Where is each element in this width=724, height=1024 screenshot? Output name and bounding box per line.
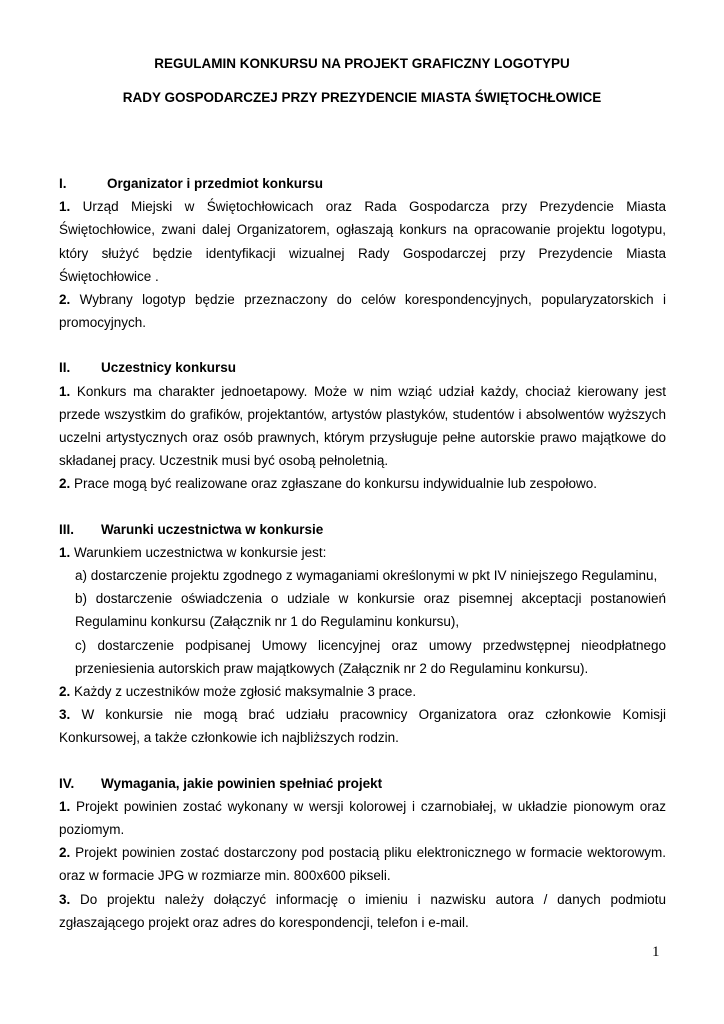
item-text: W konkursie nie mogą brać udziału pracownicy Organizatora oraz członkowie Komisji Konkursowej, a także członkowie ich najbliższych rodzin. — [59, 707, 666, 746]
item-text: Urząd Miejski w Świętochłowicach oraz Rada Gospodarcza przy Prezydencie Miasta Świętochłowice, zwani dalej Organizatorem, ogłaszają konkurs na opracowanie projektu logotypu, który służyć będzie identyfikacji wizualnej Rady Gospodarczej przy Prezydencie Miasta Świętochłowice . — [59, 199, 666, 284]
item-text: Wybrany logotyp będzie przeznaczony do celów korespondencyjnych, popularyzatorskich i promocyjnych. — [59, 292, 666, 331]
item-number: 2. — [59, 845, 71, 861]
item-number: 1. — [59, 544, 71, 560]
document-title-line-1: REGULAMIN KONKURSU NA PROJEKT GRAFICZNY LOGOTYPU — [154, 56, 570, 71]
section-heading — [59, 772, 666, 795]
paragraph — [59, 888, 666, 934]
sub-item: b) dostarczenie oświadczenia o udziale w konkursie oraz pisemnej akceptacji postanowień Regulaminu konkursu (Załącznik nr 1 do Regulaminu konkursu), — [75, 591, 666, 630]
section-number: I. — [59, 176, 67, 191]
section-number: IV. — [59, 775, 75, 791]
item-text: Konkurs ma charakter jednoetapowy. Może w nim wziąć udział każdy, chociaż kierowany jest przede wszystkim do grafików, projektantów, artystów plastyków, studentów i absolwentów wyższych uczelni artystycznych oraz osób prawnych, którym przysługuje pełne autorskie prawo majątkowe do składanej pracy. Uczestnik musi być osobą pełnoletnią. — [59, 383, 666, 469]
paragraph — [59, 195, 666, 288]
paragraph — [59, 380, 666, 473]
item-number: 2. — [59, 476, 71, 492]
paragraph — [59, 472, 666, 495]
item-text: Projekt powinien zostać dostarczony pod postacią pliku elektronicznego w formacie wektorowym. oraz w formacie JPG w rozmiarze min. 800x600 pikseli. — [59, 845, 666, 884]
paragraph — [59, 680, 666, 703]
paragraph — [59, 288, 666, 334]
sub-item: a) dostarczenie projektu zgodnego z wymaganiami określonymi w pkt IV niniejszego Regulaminu, — [75, 568, 658, 584]
item-text: Warunkiem uczestnictwa w konkursie jest: — [70, 544, 327, 560]
section-title: Organizator i przedmiot konkursu — [107, 176, 324, 191]
item-number: 1. — [59, 798, 71, 814]
item-number: 2. — [59, 292, 71, 308]
section-heading — [59, 356, 666, 379]
section-number: II. — [59, 360, 71, 376]
item-text: Do projektu należy dołączyć informację o imieniu i nazwisku autora / danych podmiotu zgłaszającego projekt oraz adres do korespondencji, telefon i e-mail. — [59, 891, 666, 930]
section-heading — [59, 172, 666, 195]
item-text: Projekt powinien zostać wykonany w wersji kolorowej i czarnobiałej, w układzie pionowym oraz poziomym. — [59, 798, 666, 838]
item-text: Prace mogą być realizowane oraz zgłaszane do konkursu indywidualnie lub zespołowo. — [70, 476, 598, 492]
page-number: 1 — [652, 944, 660, 960]
section-title: Warunki uczestnictwa w konkursie — [101, 521, 324, 537]
item-number: 3. — [59, 891, 71, 907]
section-title: Uczestnicy konkursu — [101, 360, 237, 376]
document-title-line-2: RADY GOSPODARCZEJ PRZY PREZYDENCIE MIASTA ŚWIĘTOCHŁOWICE — [122, 90, 602, 105]
sub-item: c) dostarczenie podpisanej Umowy licencyjnej oraz umowy przedwstępnej nieodpłatnego przeniesienia autorskich praw majątkowych (Załącznik nr 2 do Regulaminu konkursu). — [75, 637, 666, 676]
paragraph — [59, 541, 666, 564]
item-number: 2. — [59, 684, 71, 700]
item-text: Każdy z uczestników może zgłosić maksymalnie 3 prace. — [70, 684, 417, 700]
item-number: 1. — [59, 199, 71, 215]
section-title: Wymagania, jakie powinien spełniać projekt — [101, 775, 383, 791]
section-number: III. — [59, 521, 75, 537]
section-heading — [59, 518, 666, 541]
paragraph — [59, 703, 666, 749]
item-number: 3. — [59, 707, 71, 723]
paragraph — [59, 795, 666, 841]
item-number: 1. — [59, 383, 71, 399]
document-body — [59, 172, 666, 934]
paragraph — [59, 841, 666, 887]
